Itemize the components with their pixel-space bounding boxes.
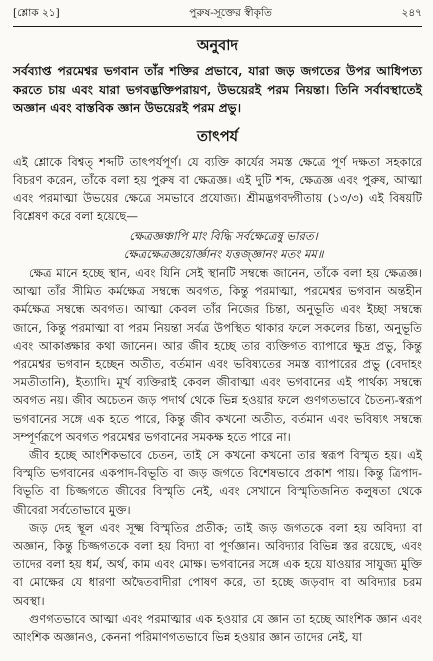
running-header	[13, 6, 422, 27]
verse-line-2: ক্ষেত্রক্ষেত্রজ্ঞয়োর্জ্ঞানং যত্তজ্জ্ঞানং মতং মম॥	[123, 246, 324, 261]
purport-section	[13, 153, 422, 646]
purport-paragraph-5: গুণগতভাবে আত্মা এবং পরমাত্মার এক হওয়ার যে জ্ঞান তা হচ্ছে আংশিক জ্ঞান এবং আংশিক অজ্ঞানও, কেননা পরিমাণগতভাবে ভিন্ন হওয়ার জ্ঞান তাদের নেই, যা	[13, 611, 422, 645]
page-number: ২৪৭	[401, 7, 422, 19]
verse-number: [শ্লোক ২১]	[13, 7, 60, 19]
translation-section	[13, 62, 422, 118]
purport-paragraph-2: ক্ষেত্র মানে হচ্ছে স্থান, এবং যিনি সেই স্থানটি সম্বন্ধে জানেন, তাঁকে বলা হয় ক্ষেত্রজ্ঞ। আত্মা তাঁর সীমিত কর্মক্ষেত্র সম্বন্ধে অবগত, কিন্তু পরমাত্মা, পরমেশ্বর ভগবান অন্তহীন কর্মক্ষেত্র সম্বন্ধে অবগত। আত্মা কেবল তাঁর নিজের চিন্তা, অনুভূতি এবং ইচ্ছা সম্বন্ধে জানে, কিন্তু পরমাত্মা বা পরম নিয়ন্তা সর্বত্র উপস্থিত থাকার ফলে সকলের চিন্তা, অনুভূতি এবং আকাঙ্ক্ষার কথা জানেন। আর জীব হচ্ছে তার ব্যক্তিগত ব্যাপারে ক্ষুদ্র প্রভু, কিন্তু পরমেশ্বর ভগবান হচ্ছেন অতীত, বর্তমান এবং ভবিষ্যতের সমস্ত ব্যাপারের প্রভু (বেদাহং সমতীতানি), ইত্যাদি। মূর্খ ব্যক্তিরাই কেবল জীবাত্মা এবং ভগবানের এই পার্থক্য সম্বন্ধে অবগত নয়। জীব অচেতন জড় পদার্থ থেকে ভিন্ন হওয়ার ফলে গুণগতভাবে চৈতন্য-স্বরূপ ভগবানের সঙ্গে এক হতে পারে, কিন্তু জীব কখনো অতীত, বর্তমান এবং ভবিষ্যৎ সম্বন্ধে সম্পূর্ণরূপে অবগত পরমেশ্বর ভগবানের সমকক্ষ হতে পারে না।	[13, 266, 422, 444]
gita-verse-quote	[13, 227, 422, 263]
purport-heading: তাৎপর্য	[196, 127, 239, 145]
verse-line-1: ক্ষেত্রজ্ঞঞ্চাপি মাং বিদ্ধি সর্বক্ষেত্রেষু ভারত।	[129, 228, 318, 243]
purport-paragraph-4: জড় দেহ স্থূল এবং সূক্ষ্ম বিস্মৃতির প্রতীক; তাই জড় জগতকে বলা হয় অবিদ্যা বা অজ্ঞান, কিন্তু চিজ্জগতকে বলা হয় বিদ্যা বা পূর্ণজ্ঞান। অবিদ্যার বিভিন্ন স্তর রয়েছে, এবং তাদের বলা হয় ধর্ম, অর্থ, কাম এবং মোক্ষ। ভগবানের সঙ্গে এক হয়ে যাওয়ার সাযুজ্য মুক্তি বা মোক্ষের যে ধারণা অদ্বৈতবাদীরা পোষণ করে, তা হচ্ছে জড়বাদ বা অবিদ্যার চরম অবস্থা।	[13, 520, 422, 608]
purport-paragraph-1: এই শ্লোকে বিশ্বত্ শব্দটি তাৎপর্যপূর্ণ। যে ব্যক্তি কার্যের সমস্ত ক্ষেত্রে পূর্ণ দক্ষতা সহকারে বিচরণ করেন, তাঁকে বলা হয় পুরুষ বা ক্ষেত্রজ্ঞ। এই দুটি শব্দ, ক্ষেত্রজ্ঞ এবং পুরুষ, আত্মা এবং পরমাত্মা উভয়ের ক্ষেত্রে সমভাবে প্রযোজ্য। শ্রীমদ্ভগবদ্গীতায় (১৩/৩) এই বিষয়টি বিশ্লেষণ করে বলা হয়েছে—	[13, 154, 422, 224]
purport-paragraph-3: জীব হচ্ছে আংশিকভাবে চেতন, তাই সে কখনো কখনো তার স্বরূপ বিস্মৃত হয়। এই বিস্মৃতি ভগবানের একপাদ-বিভূতি বা জড় জগতে বিশেষভাবে প্রকাশ পায়। কিন্তু ত্রিপাদ-বিভূতি বা চিজ্জগতে জীবের বিস্মৃতি নেই, এবং সেখানে বিস্মৃতিজনিত কলুষতা থেকে জীবেরা সর্বতোভাবে মুক্ত।	[13, 448, 422, 517]
translation-text: সর্বব্যাপ্ত পরমেশ্বর ভগবান তাঁর শক্তির প্রভাবে, যারা জড় জগতের উপর আধিপত্য করতে চায় এবং যারা ভগবদ্ভক্তিপরায়ণ, উভয়েরই পরম নিয়ন্তা। তিনি সর্বাবস্থাতেই অজ্ঞান এবং বাস্তবিক জ্ঞান উভয়েরই পরম প্রভু।	[13, 64, 422, 116]
translation-heading: অনুবাদ	[196, 37, 239, 54]
chapter-title: পুরুষ-সূক্তের স্বীকৃতি	[189, 7, 272, 19]
